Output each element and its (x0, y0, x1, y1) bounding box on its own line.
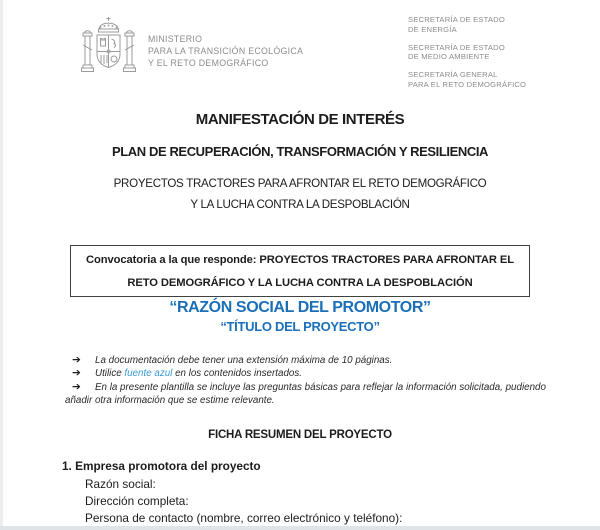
call-box-line2: RETO DEMOGRÁFICO Y LA LUCHA CONTRA LA DESPOBLACIÓN (127, 277, 473, 289)
field-razon-social: Razón social: (85, 477, 156, 491)
secretariat-line: SECRETARÍA DE ESTADO (408, 42, 505, 52)
ministry-line-3: Y EL RETO DEMOGRÁFICO (148, 57, 269, 68)
arrow-bullet-icon: ➔ (72, 367, 81, 380)
secretariat-line: SECRETARÍA DE ESTADO (408, 15, 505, 24)
arrow-bullet-icon: ➔ (72, 354, 81, 366)
program-title-line2: Y LA LUCHA CONTRA LA DESPOBLACIÓN (190, 198, 410, 211)
secretariat-energia (408, 15, 526, 35)
ministry-line-1: MINISTERIO (148, 34, 203, 44)
secretariats-block (408, 15, 526, 98)
blue-font-note: fuente azul (124, 368, 173, 380)
ministry-line-2: PARA LA TRANSICIÓN ECOLÓGICA (148, 45, 304, 56)
project-title-placeholder: “TÍTULO DEL PROYECTO” (220, 319, 380, 334)
instruction-text: Utilice (95, 368, 125, 380)
document-title: MANIFESTACIÓN DE INTERÉS (195, 111, 405, 128)
call-box-line1: Convocatoria a la que responde: PROYECTOS TRACTORES PARA AFRONTAR EL (86, 254, 514, 266)
instruction-item-2 (65, 367, 547, 380)
page-left-edge (0, 0, 3, 530)
summary-heading: FICHA RESUMEN DEL PROYECTO (208, 429, 392, 441)
secretariat-line: DE ENERGÍA (408, 24, 457, 34)
field-persona-contacto: Persona de contacto (nombre, correo electrónico y teléfono): (85, 511, 403, 526)
instructions-list (65, 354, 547, 408)
section-1-fields (85, 476, 402, 528)
section-1-title: 1. Empresa promotora del proyecto (62, 459, 261, 473)
instruction-text: en los contenidos insertados. (172, 368, 302, 380)
instruction-text: En la presente plantilla se incluye las preguntas básicas para reflejar la información solicitada, pudiendo añadir otra información que se estime relevante. (65, 381, 546, 407)
secretariat-reto-demografico (408, 70, 526, 90)
promoter-name-placeholder: “RAZÓN SOCIAL DEL PROMOTOR” (169, 299, 431, 316)
secretariat-line: SECRETARÍA GENERAL (408, 70, 498, 80)
secretariat-medio-ambiente (408, 43, 526, 63)
ministry-name (148, 34, 303, 69)
spain-coat-of-arms-icon (79, 16, 138, 84)
instruction-item-1 (65, 354, 547, 367)
program-title-line1: PROYECTOS TRACTORES PARA AFRONTAR EL RETO DEMOGRÁFICO (113, 177, 487, 190)
instruction-item-3 (65, 381, 547, 408)
plan-title: PLAN DE RECUPERACIÓN, TRANSFORMACIÓN Y RESILIENCIA (111, 144, 489, 159)
arrow-bullet-icon: ➔ (72, 380, 81, 393)
field-direccion-completa: Dirección completa: (85, 494, 189, 509)
instruction-text: La documentación debe tener una extensión máxima de 10 páginas. (95, 355, 393, 366)
secretariat-line: PARA EL RETO DEMOGRÁFICO (408, 79, 527, 89)
call-reference-box (70, 245, 530, 297)
secretariat-line: DE MEDIO AMBIENTE (408, 52, 490, 62)
